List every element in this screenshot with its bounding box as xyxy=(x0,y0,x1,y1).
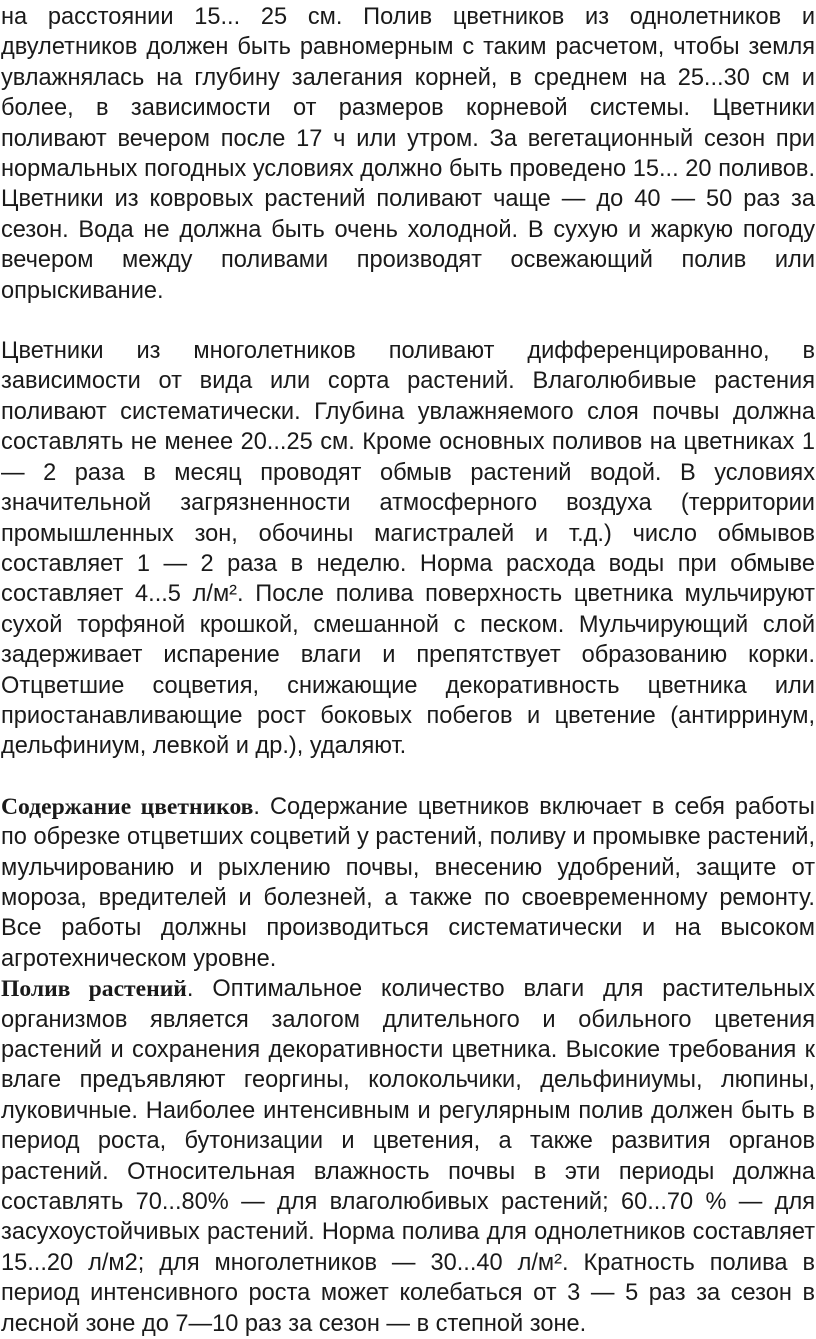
section-heading: Полив растений xyxy=(1,976,187,1003)
paragraph-text: Цветники из многолетников поливают дифференцированно, в зависимости от вида или сорта растений. Влаголюбивые растения поливают систематически. Глубина увлажняемого слоя почвы должна составлять не менее 20...25 см. Кроме основных поливов на цветниках 1— 2 раза в месяц проводят обмыв растений водой. В условиях значительной загрязненности атмосферного воздуха (территории промышленных зон, обочины магистралей и т.д.) число обмывов составляет 1 — 2 раза в неделю. Норма расхода воды при обмыве составляет 4...5 л/м². После полива поверхность цветника мульчируют сухой торфяной крошкой, смешанной с песком. Мульчирующий слой задерживает испарение влаги и препятствует образованию корки. Отцветшие соцветия, снижающие декоративность цветника или приостанавливающие рост боковых побегов и цветение (антирринум, дельфиниум, левкой и др.), удаляют. xyxy=(1,338,815,760)
paragraph-flowerbed-maintenance xyxy=(1,792,815,974)
paragraph-text: . Оптимальное количество влаги для растительных организмов является залогом длительного и обильного цветения растений и сохранения декоративности цветника. Высокие требования к влаге предъявляют георгины, колокольчики, дельфиниумы, люпины, луковичные. Наиболее интенсивным и регулярным полив должен быть в период роста, бутонизации и цветения, а также развития органов растений. Относительная влажность почвы в эти периоды должна составлять 70...80% — для влаголюбивых растений; 60...70 % — для засухоустойчивых растений. Норма полива для однолетников составляет 15...20 л/м2; для многолетников — 30...40 л/м². Кратность полива в период интенсивного роста может колебаться от 3 — 5 раз за сезон в лесной зоне до 7—10 раз за сезон — в степной зоне. xyxy=(1,976,815,1337)
paragraph-plant-watering xyxy=(1,974,815,1339)
paragraph-watering-annuals xyxy=(1,2,815,306)
paragraph-text: . Содержание цветников включает в себя работы по обрезке отцветших соцветий у растений, поливу и промывке растений, мульчированию и рыхлению почвы, внесению удобрений, защите от мороза, вредителей и болезней, а также по своевременному ремонту. Все работы должны производиться систематически и на высоком агротехническом уровне. xyxy=(1,793,815,972)
paragraph-watering-perennials xyxy=(1,336,815,762)
section-heading: Содержание цветников xyxy=(1,793,254,820)
paragraph-text: на расстоянии 15... 25 см. Полив цветников из однолетников и двулетников должен быть равномерным с таким расчетом, чтобы земля увлажнялась на глубину залегания корней, в среднем на 25...30 см и более, в зависимости от размеров корневой системы. Цветники поливают вечером после 17 ч или утром. За вегетационный сезон при нормальных погодных условиях должно быть проведено 15... 20 поливов. Цветники из ковровых растений поливают чаще — до 40 — 50 раз за сезон. Вода не должна быть очень холодной. В сухую и жаркую погоду вечером между поливами производят освежающий полив или опрыскивание. xyxy=(1,4,815,304)
